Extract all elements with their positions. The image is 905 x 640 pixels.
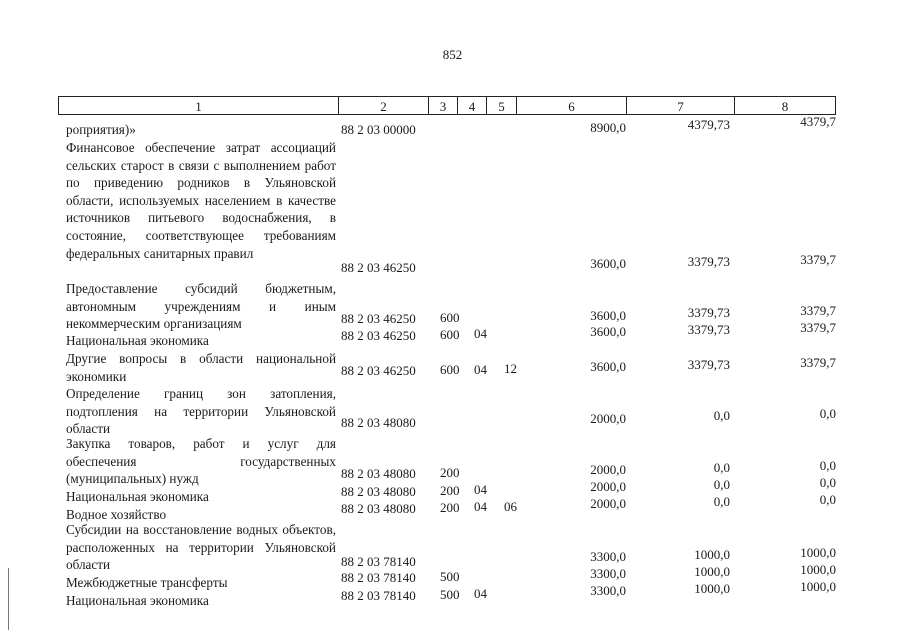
row-value-col6: 3600,0 [590,359,626,374]
row-value-col8: 3379,7 [800,252,836,267]
row-vr: 200 [440,500,460,515]
header-col-2: 2 [339,97,429,114]
row-label: Закупка товаров, работ и услуг для обеспечения государственных (муниципальных) нужд [66,436,336,487]
row-value-col8: 0,0 [819,458,836,473]
row-value-col6: 3300,0 [590,583,626,598]
row-value-col8: 0,0 [819,492,836,507]
row-rz: 04 [474,482,487,497]
row-value-col8: 0,0 [819,406,836,421]
row-label: Определение границ зон затопления, подтопления на территории Ульяновской области [66,386,336,437]
header-col-1: 1 [59,97,339,114]
row-value-col7: 3379,73 [687,254,730,269]
row-value-col7: 0,0 [713,494,730,509]
row-value-col7: 3379,73 [687,322,730,337]
header-col-3: 3 [429,97,458,114]
row-value-col8: 3379,7 [800,320,836,335]
row-vr: 600 [440,362,460,377]
row-label: Национальная экономика [66,489,209,504]
row-label: Предоставление субсидий бюджетным, автономным учреждениям и иным некоммерческим организациям [66,281,336,332]
row-value-col8: 1000,0 [800,579,836,594]
row-value-col6: 8900,0 [590,120,626,135]
row-value-col7: 0,0 [713,477,730,492]
row-label: Национальная экономика [66,593,209,608]
row-code: 88 2 03 78140 [341,554,416,569]
row-rz: 04 [474,326,487,341]
row-value-col8: 4379,7 [800,114,836,129]
row-value-col8: 0,0 [819,475,836,490]
row-value-col8: 3379,7 [800,303,836,318]
row-value-col8: 1000,0 [800,562,836,577]
row-value-col6: 3300,0 [590,566,626,581]
row-vr: 600 [440,327,460,342]
header-col-5: 5 [487,97,517,114]
scan-margin-line [8,568,9,630]
header-col-8: 8 [781,99,789,114]
row-label: Субсидии на восстановление водных объектов, расположенных на территории Ульяновской области [66,522,336,573]
row-label: Другие вопросы в области национальной экономики [66,351,336,384]
row-value-col6: 2000,0 [590,479,626,494]
row-label: Межбюджетные трансферты [66,575,228,590]
header-col-4: 4 [458,97,487,114]
row-vr: 600 [440,310,460,325]
row-vr: 500 [440,569,460,584]
row-vr: 500 [440,587,460,602]
row-code: 88 2 03 48080 [341,484,416,499]
row-label: Водное хозяйство [66,507,167,522]
row-pr: 12 [504,361,517,376]
row-value-col8: 1000,0 [800,545,836,560]
row-code: 88 2 03 48080 [341,415,416,430]
row-value-col6: 2000,0 [590,496,626,511]
row-code: 88 2 03 46250 [341,328,416,343]
row-code: 88 2 03 46250 [341,311,416,326]
row-rz: 04 [474,586,487,601]
row-code: 88 2 03 46250 [341,260,416,275]
row-code: 88 2 03 78140 [341,570,416,585]
row-value-col7: 1000,0 [694,547,730,562]
header-col-7: 7 [627,97,735,114]
row-value-col7: 0,0 [713,460,730,475]
row-code: 88 2 03 48080 [341,466,416,481]
row-label: роприятия)» [66,122,136,137]
row-code: 88 2 03 00000 [341,122,416,137]
row-label: Финансовое обеспечение затрат ассоциаций сельских старост в связи с выполнением работ по приведению родников в Ульяновской области, используемых населением в качестве источников питьевого водоснабжения, в состояние, соответствующее требованиям федеральных санитарных правил [66,140,336,261]
row-vr: 200 [440,483,460,498]
row-value-col6: 3600,0 [590,256,626,271]
row-vr: 200 [440,465,460,480]
row-value-col6: 3300,0 [590,549,626,564]
header-col-6: 6 [517,97,627,114]
row-value-col7: 4379,73 [687,117,730,132]
row-value-col7: 3379,73 [687,357,730,372]
row-rz: 04 [474,499,487,514]
row-code: 88 2 03 46250 [341,363,416,378]
row-value-col6: 2000,0 [590,411,626,426]
row-label: Национальная экономика [66,333,209,348]
row-value-col6: 2000,0 [590,462,626,477]
page-number: 852 [442,47,463,62]
row-value-col8: 3379,7 [800,355,836,370]
row-value-col7: 1000,0 [694,564,730,579]
row-value-col6: 3600,0 [590,308,626,323]
row-value-col6: 3600,0 [590,324,626,339]
row-value-col7: 0,0 [713,408,730,423]
row-value-col7: 3379,73 [687,305,730,320]
row-code: 88 2 03 48080 [341,501,416,516]
row-pr: 06 [504,499,517,514]
row-rz: 04 [474,362,487,377]
row-code: 88 2 03 78140 [341,588,416,603]
row-value-col7: 1000,0 [694,581,730,596]
